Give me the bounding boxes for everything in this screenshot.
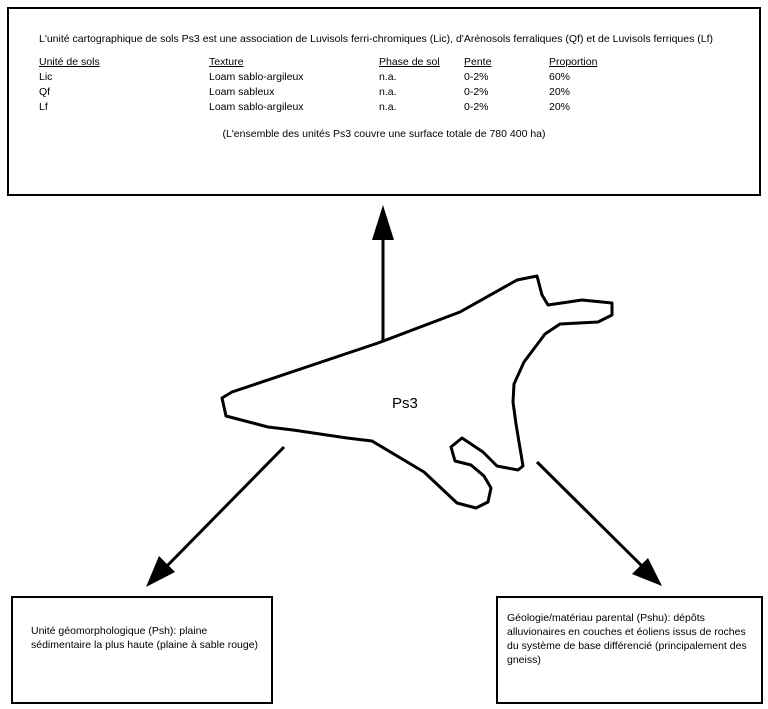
- cell-texture: Loam sablo-argileux: [209, 70, 304, 83]
- header-texture: Texture: [209, 56, 244, 68]
- cell-soil-unit: Lf: [39, 100, 48, 113]
- header-soil-unit: Unité de sols: [39, 56, 100, 68]
- arrow-to-description: [372, 205, 394, 340]
- cell-texture: Loam sableux: [209, 85, 275, 98]
- cell-soil-phase: n.a.: [379, 85, 397, 98]
- ps3-label: Ps3: [392, 395, 418, 412]
- geomorphology-text: Unité géomorphologique (Psh): plaine sédimentaire la plus haute (plaine à sable rouge): [31, 625, 259, 651]
- arrow-to-geomorphology: [146, 447, 284, 587]
- description-intro: L'unité cartographique de sols Ps3 est une association de Luvisols ferri-chromiques (Lic), d'Arénosols ferraliques (Qf) et de Luvisols ferriques (Lf): [39, 33, 713, 45]
- header-proportion: Proportion: [549, 56, 598, 68]
- cell-soil-phase: n.a.: [379, 70, 397, 83]
- arrow-to-geology: [537, 462, 662, 586]
- cell-proportion: 20%: [549, 100, 571, 113]
- cell-proportion: 20%: [549, 85, 571, 98]
- ps3-map-unit-outline: [222, 276, 612, 508]
- cell-slope: 0-2%: [464, 100, 489, 113]
- cell-slope: 0-2%: [464, 70, 489, 83]
- geomorphology-box: [11, 596, 273, 704]
- parent-material-text: Géologie/matériau parental (Pshu): dépôts alluvionaires en couches et éoliens issus de roches du système de base différencié (principalement des gneiss): [507, 612, 747, 666]
- cell-slope: 0-2%: [464, 85, 489, 98]
- total-area-note: (L'ensemble des unités Ps3 couvre une surface totale de 780 400 ha): [222, 128, 546, 140]
- cell-proportion: 60%: [549, 70, 571, 83]
- parent-material-box: [496, 596, 763, 704]
- cell-texture: Loam sablo-argileux: [209, 100, 304, 113]
- header-slope: Pente: [464, 56, 492, 68]
- cell-soil-unit: Qf: [39, 85, 51, 98]
- cell-soil-unit: Lic: [39, 70, 53, 83]
- cell-soil-phase: n.a.: [379, 100, 397, 113]
- header-soil-phase: Phase de sol: [379, 56, 440, 68]
